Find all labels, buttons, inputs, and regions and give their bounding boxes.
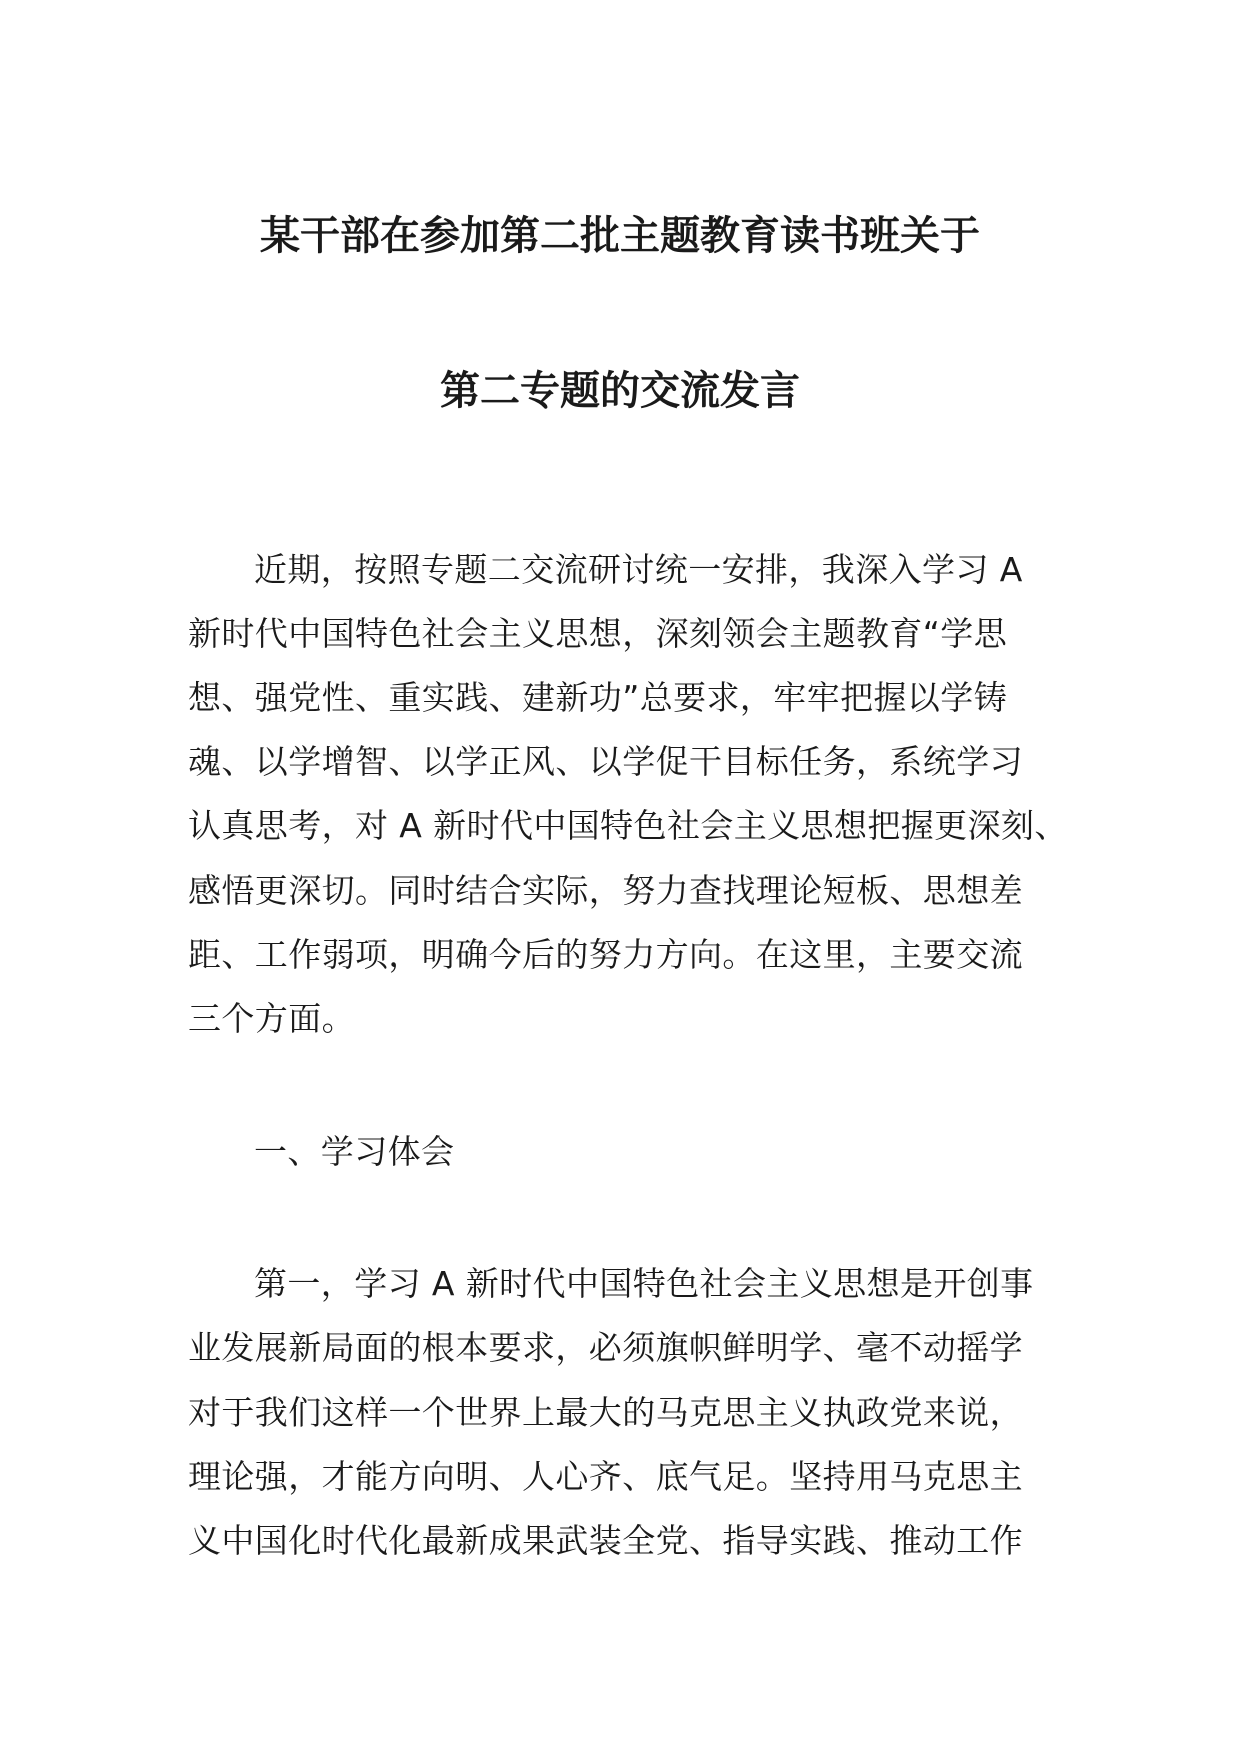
paragraph-1-line-4: 魂、以学增智、以学正风、以学促干目标任务，系统学习 bbox=[188, 742, 1023, 781]
paragraph-1-line-5: 认真思考，对 A 新时代中国特色社会主义思想把握更深刻、 bbox=[188, 806, 1068, 845]
paragraph-2-line-1: 第一，学习 A 新时代中国特色社会主义思想是开创事 bbox=[254, 1264, 1034, 1303]
paragraph-1-line-8: 三个方面。 bbox=[188, 999, 355, 1038]
paragraph-2-line-5: 义中国化时代化最新成果武装全党、指导实践、推动工作 bbox=[188, 1521, 1023, 1560]
paragraph-1-line-1: 近期，按照专题二交流研讨统一安排，我深入学习 A bbox=[254, 550, 1023, 589]
paragraph-2-line-2: 业发展新局面的根本要求，必须旗帜鲜明学、毫不动摇学 bbox=[188, 1328, 1023, 1367]
paragraph-1-line-2: 新时代中国特色社会主义思想，深刻领会主题教育“学思 bbox=[188, 614, 1008, 653]
section-1-heading: 一、学习体会 bbox=[254, 1132, 455, 1171]
paragraph-1-line-7: 距、工作弱项，明确今后的努力方向。在这里，主要交流 bbox=[188, 935, 1023, 974]
document-title-line-2: 第二专题的交流发言 bbox=[440, 368, 800, 414]
paragraph-1-line-3: 想、强党性、重实践、建新功”总要求，牢牢把握以学铸 bbox=[188, 678, 1008, 717]
document-title-line-1: 某干部在参加第二批主题教育读书班关于 bbox=[260, 213, 980, 259]
paragraph-2-line-4: 理论强，才能方向明、人心齐、底气足。坚持用马克思主 bbox=[188, 1457, 1023, 1496]
paragraph-2-line-3: 对于我们这样一个世界上最大的马克思主义执政党来说， bbox=[188, 1393, 1023, 1432]
paragraph-1-line-6: 感悟更深切。同时结合实际，努力查找理论短板、思想差 bbox=[188, 871, 1023, 910]
